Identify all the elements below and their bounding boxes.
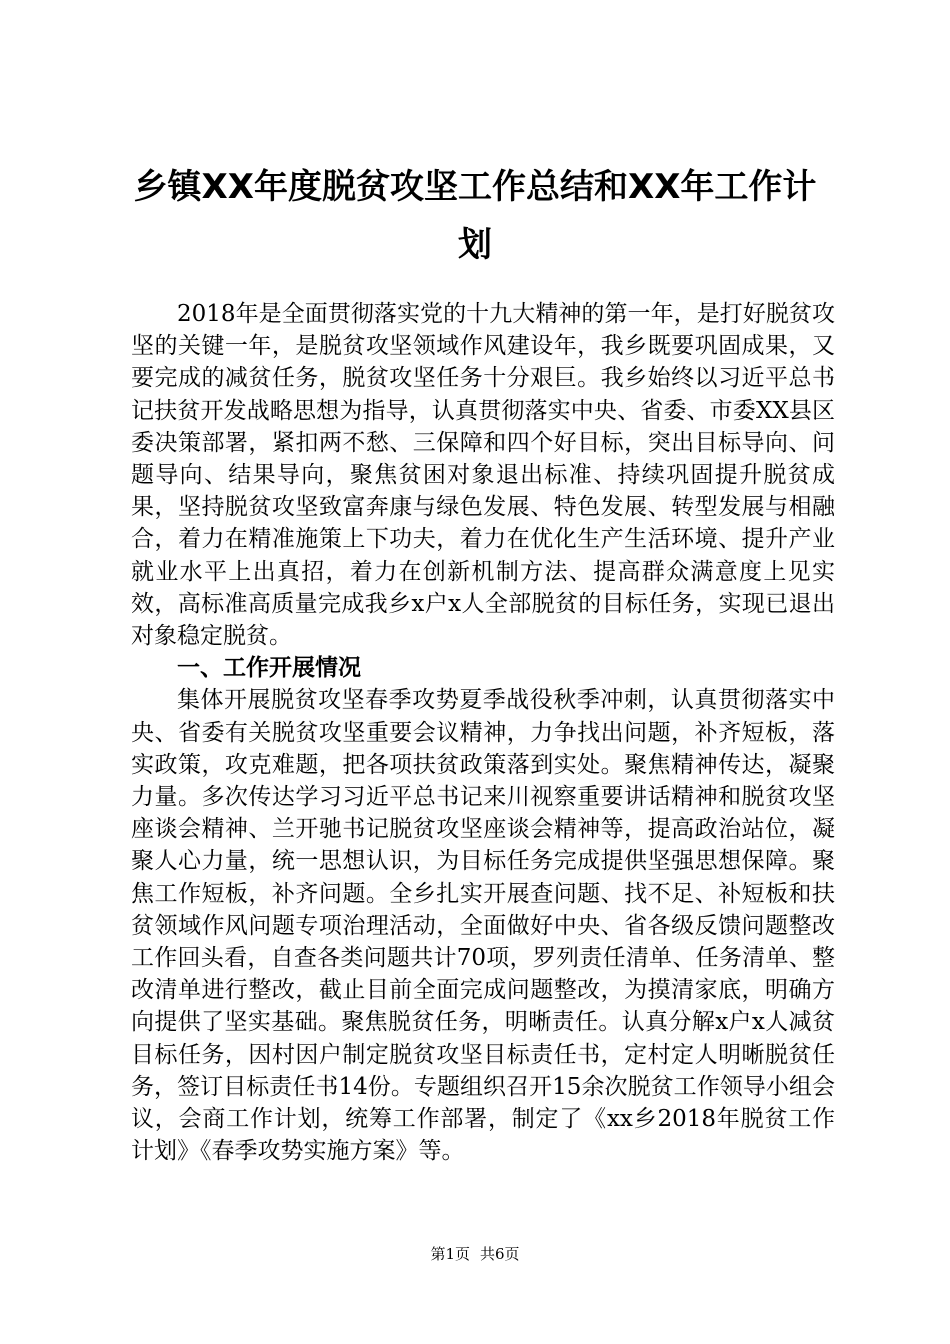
document-title: 乡镇XX年度脱贫攻坚工作总结和XX年工作计划: [133, 167, 817, 265]
page-number-total: 共6页: [480, 1245, 520, 1263]
page-number-current: 第1页: [430, 1245, 470, 1263]
document-body: [131, 298, 835, 1167]
section-heading-work-status: 一、工作开展情况: [177, 655, 361, 682]
page-footer: [0, 1244, 950, 1264]
section-paragraph-work-status: 集体开展脱贫攻坚春季攻势夏季战役秋季冲刺，认真贯彻落实中央、省委有关脱贫攻坚重要会议精神，力争找出问题，补齐短板，落实政策，攻克难题，把各项扶贫政策落到实处。聚焦精神传达，凝聚力量。多次传达学习习近平总书记来川视察重要讲话精神和脱贫攻坚座谈会精神、兰开驰书记脱贫攻坚座谈会精神等，提高政治站位，凝聚人心力量，统一思想认识，为目标任务完成提供坚强思想保障。聚焦工作短板，补齐问题。全乡扎实开展查问题、找不足、补短板和扶贫领域作风问题专项治理活动，全面做好中央、省各级反馈问题整改工作回头看，自查各类问题共计70项，罗列责任清单、任务清单、整改清单进行整改，截止目前全面完成问题整改，为摸清家底，明确方向提供了坚实基础。聚焦脱贫任务，明晰责任。认真分解x户x人减贫目标任务，因村因户制定脱贫攻坚目标责任书，定村定人明晰脱贫任务，签订目标责任书14份。专题组织召开15余次脱贫工作领导小组会议，会商工作计划，统筹工作部署，制定了《xx乡2018年脱贫工作计划》《春季攻势实施方案》等。: [131, 687, 835, 1165]
intro-paragraph: 2018年是全面贯彻落实党的十九大精神的第一年，是打好脱贫攻坚的关键一年，是脱贫攻坚领域作风建设年，我乡既要巩固成果，又要完成的减贫任务，脱贫攻坚任务十分艰巨。我乡始终以习近平总书记扶贫开发战略思想为指导，认真贯彻落实中央、省委、市委XX县区委决策部署，紧扣两不愁、三保障和四个好目标，突出目标导向、问题导向、结果导向，聚焦贫困对象退出标准、持续巩固提升脱贫成果，坚持脱贫攻坚致富奔康与绿色发展、特色发展、转型发展与相融合，着力在精准施策上下功夫，着力在优化生产生活环境、提升产业就业水平上出真招，着力在创新机制方法、提高群众满意度上见实效，高标准高质量完成我乡x户x人全部脱贫的目标任务，实现已退出对象稳定脱贫。: [131, 301, 835, 650]
